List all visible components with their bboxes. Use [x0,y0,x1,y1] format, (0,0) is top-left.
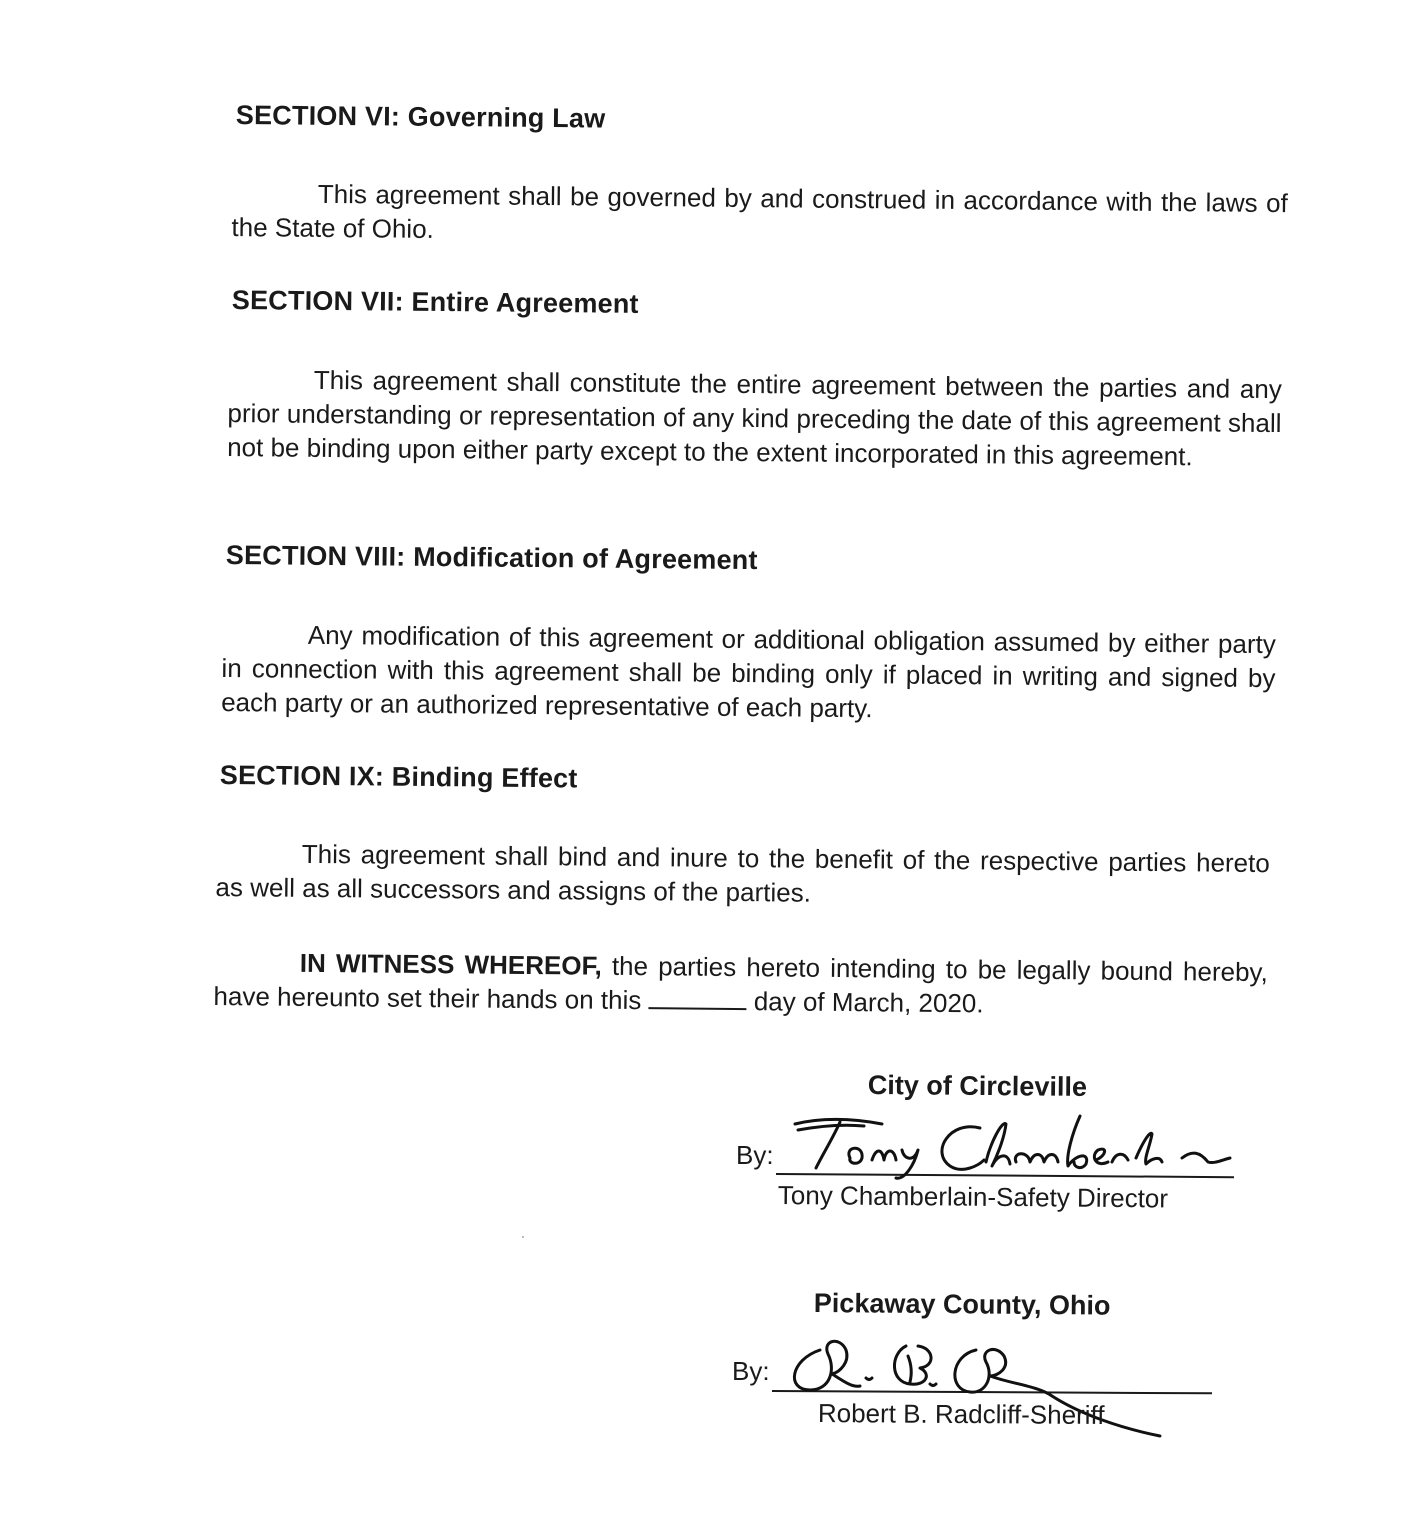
section-body-viii: Any modification of this agreement or additional obligation assumed by either party in connection with this agreement shall be binding only if placed in writing and signed by each party or an authorized representative of each party. [221,619,1276,724]
witness-lead: IN WITNESS WHEREOF, [299,947,602,981]
section-heading-ix: SECTION IX: Binding Effect [219,760,578,794]
day-blank [648,985,746,1010]
signatory-organization-county: Pickaway County, Ohio [813,1288,1111,1321]
section-body-vii: This agreement shall constitute the entire agreement between the parties and any prior understanding or representation of any kind preceding the date of this agreement shall not be binding upon either party except to the extent incorporated in this agreement. [227,364,1282,472]
section-heading-vi: SECTION VI: Governing Law [235,100,606,134]
scan-speck [522,1236,524,1238]
section-heading-viii: SECTION VIII: Modification of Agreement [225,540,758,576]
signatory-organization-city: City of Circleville [867,1070,1088,1102]
witness-clause: IN WITNESS WHEREOF, the parties hereto intending to be legally bound hereby, have hereunto set their hands on this day of March, 2020. [213,947,1268,1019]
section-heading-vii: SECTION VII: Entire Agreement [231,285,639,319]
signatory-name-title-county: Robert B. Radcliff-Sheriff [817,1398,1105,1431]
signatory-by-label-county: By: [732,1356,770,1386]
signature-tony-chamberlain [790,1100,1240,1180]
signatory-by-label-city: By: [736,1140,774,1170]
section-body-vi: This agreement shall be governed by and construed in accordance with the laws of the State of Ohio. [231,178,1288,244]
section-body-ix: This agreement shall bind and inure to the benefit of the respective parties hereto as well as all successors and assigns of the parties. [215,838,1270,908]
signatory-name-title-city: Tony Chamberlain-Safety Director [777,1180,1169,1214]
